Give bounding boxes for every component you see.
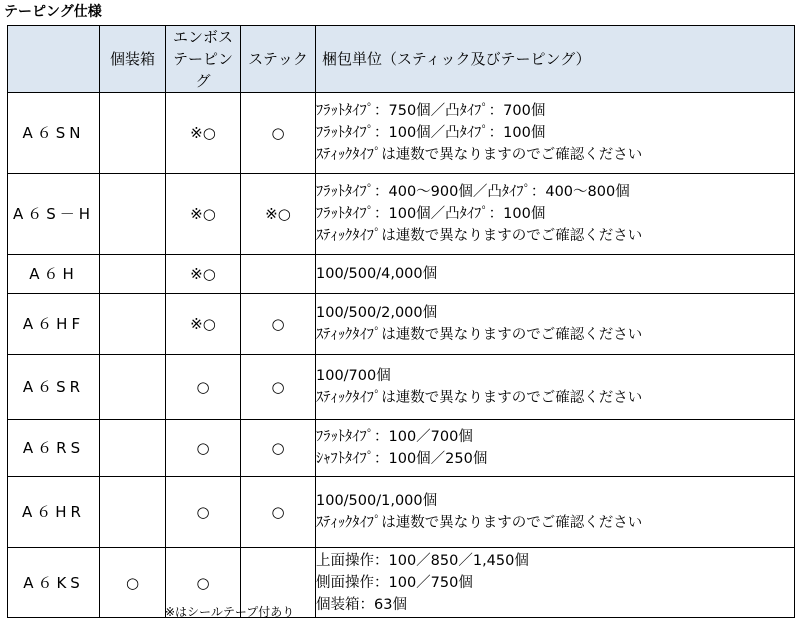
emboss-cell: ○ bbox=[166, 548, 241, 618]
pack-line: ｽﾃｨｯｸﾀｲﾌﾟは連数で異なりますのでご確認ください bbox=[316, 327, 643, 343]
header-box: 個装箱 bbox=[100, 26, 166, 93]
emboss-cell: ※○ bbox=[166, 255, 241, 294]
pack-line: ｽﾃｨｯｸﾀｲﾌﾟは連数で異なりますのでご確認ください bbox=[316, 515, 643, 531]
stick-cell: ○ bbox=[241, 93, 316, 174]
pack-cell bbox=[316, 174, 795, 255]
pack-line: 100/700個 bbox=[316, 368, 391, 384]
stick-cell: ○ bbox=[241, 355, 316, 420]
page-title: テーピング仕様 bbox=[4, 4, 102, 20]
pack-line: ｽﾃｨｯｸﾀｲﾌﾟは連数で異なりますのでご確認ください bbox=[316, 390, 643, 406]
pack-line: ﾌﾗｯﾄﾀｲﾌﾟ：100個／凸ﾀｲﾌﾟ：100個 bbox=[316, 125, 546, 141]
table-row bbox=[8, 548, 795, 618]
emboss-cell: ※○ bbox=[166, 174, 241, 255]
pack-line: ﾌﾗｯﾄﾀｲﾌﾟ：100個／凸ﾀｲﾌﾟ：100個 bbox=[316, 206, 546, 222]
box-cell bbox=[100, 255, 166, 294]
table-row bbox=[8, 420, 795, 477]
emboss-cell: ※○ bbox=[166, 93, 241, 174]
table-row bbox=[8, 477, 795, 548]
pack-cell bbox=[316, 355, 795, 420]
header-emboss-line1: エンボス bbox=[172, 28, 233, 46]
pack-line: ﾌﾗｯﾄﾀｲﾌﾟ：750個／凸ﾀｲﾌﾟ：700個 bbox=[316, 103, 546, 119]
model-cell: A６S－H bbox=[8, 174, 100, 255]
pack-line: 個装箱：63個 bbox=[316, 596, 407, 613]
pack-line: 100/500/4,000個 bbox=[316, 266, 438, 282]
pack-line: 100/500/1,000個 bbox=[316, 493, 438, 509]
taping-spec-table bbox=[7, 25, 795, 618]
stick-cell: ○ bbox=[241, 477, 316, 548]
table-row bbox=[8, 255, 795, 294]
table-row bbox=[8, 355, 795, 420]
box-cell bbox=[100, 174, 166, 255]
pack-line: 100/500/2,000個 bbox=[316, 305, 438, 321]
pack-cell bbox=[316, 255, 795, 294]
pack-line: ﾌﾗｯﾄﾀｲﾌﾟ：100／700個 bbox=[316, 429, 473, 445]
pack-line: ｼｬﾌﾄﾀｲﾌﾟ：100個／250個 bbox=[316, 451, 488, 467]
stick-cell: ○ bbox=[241, 420, 316, 477]
pack-line: ﾌﾗｯﾄﾀｲﾌﾟ：400～900個／凸ﾀｲﾌﾟ：400～800個 bbox=[316, 184, 630, 200]
stick-cell bbox=[241, 255, 316, 294]
box-cell: ○ bbox=[100, 548, 166, 618]
pack-cell bbox=[316, 477, 795, 548]
box-cell bbox=[100, 294, 166, 355]
pack-line: 側面操作：100／750個 bbox=[316, 574, 473, 591]
model-cell: A６HR bbox=[8, 477, 100, 548]
model-cell: A６KS bbox=[8, 548, 100, 618]
emboss-cell: ○ bbox=[166, 420, 241, 477]
emboss-cell: ○ bbox=[166, 355, 241, 420]
pack-cell bbox=[316, 294, 795, 355]
model-cell: A６RS bbox=[8, 420, 100, 477]
header-row bbox=[8, 26, 795, 93]
header-emboss bbox=[166, 26, 241, 93]
emboss-cell: ※○ bbox=[166, 294, 241, 355]
table-row bbox=[8, 294, 795, 355]
pack-cell bbox=[316, 93, 795, 174]
model-cell: A６SR bbox=[8, 355, 100, 420]
header-pack: 梱包単位（スティック及びテーピング） bbox=[316, 26, 795, 93]
box-cell bbox=[100, 420, 166, 477]
box-cell bbox=[100, 93, 166, 174]
footnote: ※はシールテープ付あり bbox=[165, 605, 295, 619]
header-emboss-line2: テーピング bbox=[172, 50, 233, 90]
box-cell bbox=[100, 355, 166, 420]
emboss-cell: ○ bbox=[166, 477, 241, 548]
pack-line: ｽﾃｨｯｸﾀｲﾌﾟは連数で異なりますのでご確認ください bbox=[316, 228, 643, 244]
pack-line: 上面操作：100／850／1,450個 bbox=[316, 552, 529, 569]
stick-cell: ※○ bbox=[241, 174, 316, 255]
pack-cell bbox=[316, 548, 795, 618]
model-cell: A６HF bbox=[8, 294, 100, 355]
header-model bbox=[8, 26, 100, 93]
header-stick: ステック bbox=[241, 26, 316, 93]
stick-cell: ○ bbox=[241, 294, 316, 355]
model-cell: A６H bbox=[8, 255, 100, 294]
box-cell bbox=[100, 477, 166, 548]
pack-cell bbox=[316, 420, 795, 477]
pack-line: ｽﾃｨｯｸﾀｲﾌﾟは連数で異なりますのでご確認ください bbox=[316, 147, 643, 163]
table-row bbox=[8, 93, 795, 174]
model-cell: A６SN bbox=[8, 93, 100, 174]
table-row bbox=[8, 174, 795, 255]
